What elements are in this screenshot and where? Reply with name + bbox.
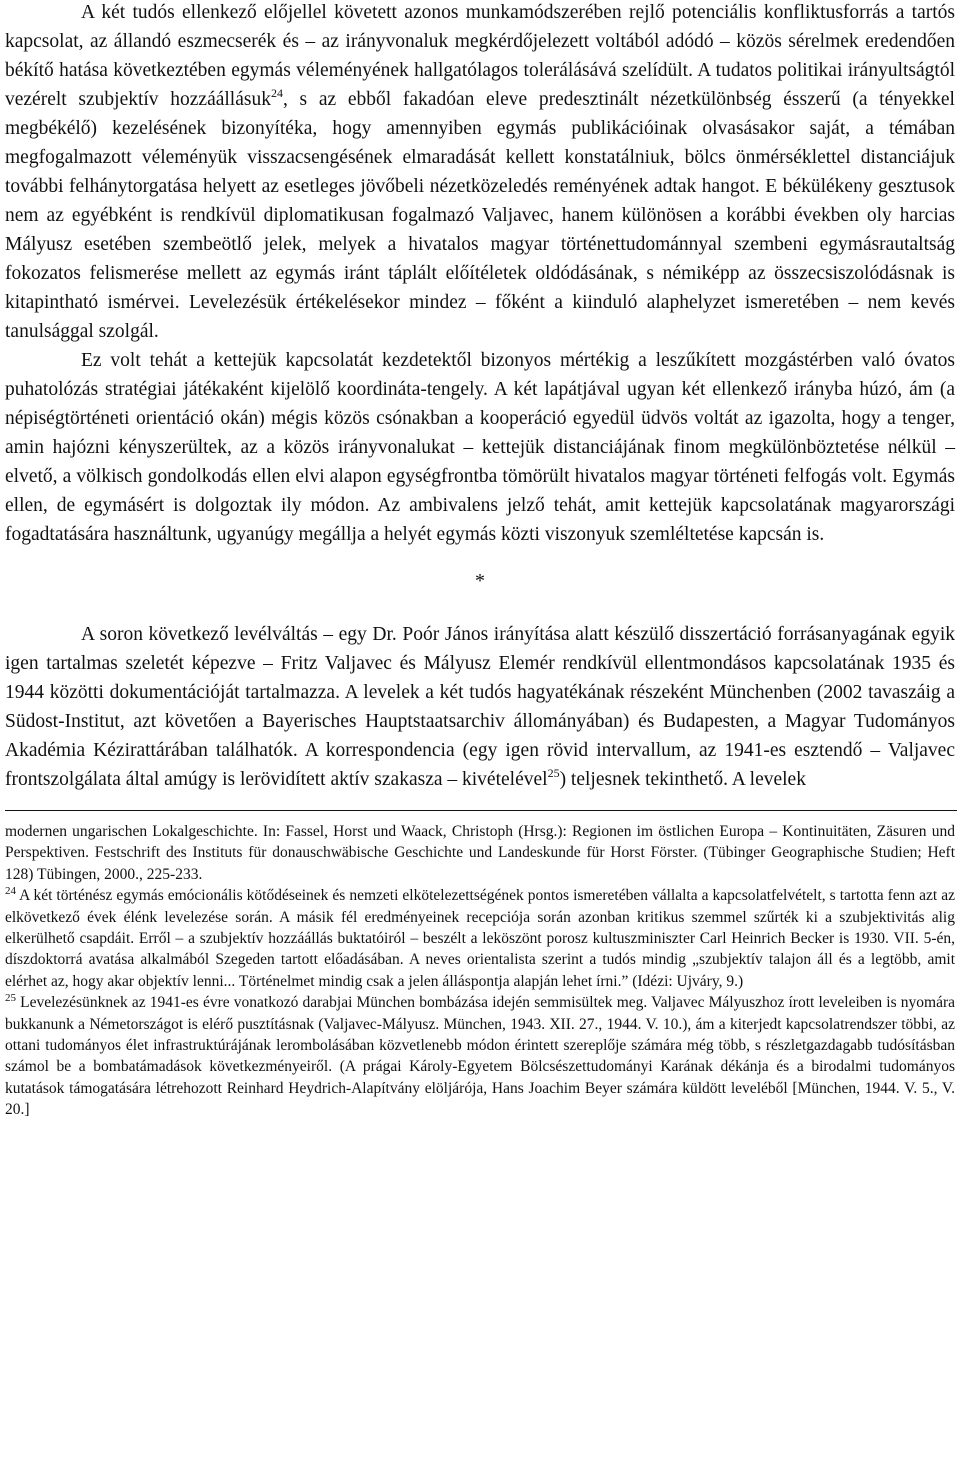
section-separator: *	[475, 570, 485, 592]
footnote-ref-24: 24	[270, 86, 283, 100]
footnote-24-marker: 24	[5, 885, 16, 898]
paragraph-1-text-b: , s az ebből fakadóan eleve predesztinált nézetkülönbség ésszerű (a tényekkel megbékélő) kezelésének bizonyítéka, hogy amennyiben egymás publikációinak olvasásakor saját, a témában megfogalmazott véleményük visszacsengésének elmaradását kellett konstatálniuk, bölcs önmérséklettel distanciájuk további felhánytorgatása helyett az esetleges jövőbeli nézetközeledés reményének adtak hangot. E békülékeny gesztusok nem az egyébként is rendkívül diplomatikusan fogalmazó Valjavec, hanem különösen a korábbi években oly harcias Mályusz esetében szembeötlő jelek, melyek a hivatalos magyar történettudománnyal szembeni egymásrautaltság fokozatos felismerése mellett az egymás iránt táplált előítéletek oldódásának, s némiképp az összecsiszolódásnak is kitapintható ismérvei. Levelezésük értékelésekor mindez – főként a kiinduló alaphelyzet ismeretében – nem kevés tanulsággal szolgál.	[5, 89, 955, 342]
footnote-ref-25: 25	[547, 766, 560, 780]
paragraph-2	[5, 346, 955, 549]
paragraph-3	[5, 620, 955, 794]
paragraph-1	[5, 0, 955, 346]
footnotes-section	[5, 821, 955, 1121]
footnote-continuation	[5, 821, 955, 885]
paragraph-2-text: Ez volt tehát a kettejük kapcsolatát kezdetektől bizonyos mértékig a leszűkített mozgástérben való óvatos puhatolózás stratégiai játékaként kijelölő koordináta-tengely. A két lapátjával ugyan két ellenkező irányba húzó, ám (a népiségtörténeti orientáció okán) mégis közös csónakban a kooperáció egyedül üdvös voltát az igazolta, hogy a tenger, amin hajózni kényszerültek, az a közös irányvonalukat – kettejük distanciájának finom megkülönböztetése nélkül – elvető, a völkisch gondolkodás ellen elvi alapon egységfrontba tömörült hivatalos magyar történeti felfogás volt. Egymás ellen, de egymásért is dolgoztak ily módon. Az ambivalens jelző tehát, amit kettejük kapcsolatának magyarországi fogadtatására használtunk, ugyanúgy megállja a helyét egymás közti viszonyuk szemléltetése kapcsán is.	[5, 350, 955, 545]
footnote-continuation-text: modernen ungarischen Lokalgeschichte. In: Fassel, Horst und Waack, Christoph (Hrsg.): Regionen im östlichen Europa – Kontinuitäten, Zäsuren und Perspektiven. Festschrift des Instituts für donauschwäbische Geschichte und Landeskunde für Horst Förster. (Tübinger Geographische Studien; Heft 128) Tübingen, 2000., 225-233.	[5, 823, 955, 883]
paragraph-1-text-a: A két tudós ellenkező előjellel követett azonos munkamódszerében rejlő potenciális konfliktusforrás a tartós kapcsolat, az állandó eszmecserék és – az irányvonaluk megkérdőjelezett voltából adódó – közös sérelmek eredendően békítő hatása következtében egymás véleményének hallgatólagos tolerálásává szelídült. A tudatos politikai irányultságtól vezérelt szubjektív hozzáállásuk	[5, 2, 955, 110]
footnote-25-text: Levelezésünknek az 1941-es évre vonatkozó darabjai München bombázása idején semmisültek meg. Valjavec Mályuszhoz írott leveleiben is nyomára bukkanunk a Németországot is elérő pusztításnak (Valjavec-Mályusz. München, 1943. XII. 27., 1944. V. 10.), ám a kiterjedt kapcsolatrendszer többi, az ottani tudományos élet infrastruktúrájának lerombolásában közvetlenebb módon érintett szereplője számára még több, s részletgazdagabb tudósításban számol be a bombatámadások következményeiről. (A prágai Károly-Egyetem Bölcsészettudományi Karának dékánja és a birodalmi tudományos kutatások támogatására létrehozott Reinhard Heydrich-Alapítvány elöljárója, Hans Joachim Beyer számára küldött leveléből [München, 1944. V. 5., V. 20.]	[5, 994, 955, 1119]
footnote-24	[5, 885, 955, 992]
paragraph-3-text-a: A soron következő levélváltás – egy Dr. Poór János irányítása alatt készülő disszertáció forrásanyagának egyik igen tartalmas szeletét képezve – Fritz Valjavec és Mályusz Elemér rendkívül ellentmondásos kapcsolatának 1935 és 1944 közötti dokumentációját tartalmazza. A levelek a két tudós hagyatékának részeként Münchenben (2002 tavaszáig a Südost-Institut, azt követően a Bayerisches Hauptstaatsarchiv állományában) és Budapesten, a Magyar Tudományos Akadémia Kézirattárában találhatók. A korrespondencia (egy igen rövid intervallum, az 1941-es esztendő – Valjavec frontszolgálata által amúgy is lerövidített aktív szakasza – kivételével	[5, 624, 955, 790]
footnote-24-text: A két történész egymás emócionális kötődéseinek és nemzeti elkötelezettségének pontos ismeretében vállalta a kapcsolatfelvételt, s tartotta fenn azt az elkövetkező évek élénk levelezése során. A másik fél eredményeinek recepciója során azonban kritikus szemmel szűrték ki a szubjektivitás alig elkerülhető csapdáit. Erről – a szubjektív hozzáállás buktatóiról – beszélt a leköszönt porosz kultuszminiszter Carl Heinrich Becker is 1930. VII. 5-én, díszdoktorrá avatása alkalmából Szegeden tartott előadásában. A neves orientalista szerint a tudós mindig „szubjektív talajon áll és a legtöbb, amit elérhet az, hogy akar objektív lenni... Történelmet mindig csak a jelen álláspontja alapján lehet írni.” (Idézi: Ujváry, 9.)	[5, 887, 955, 990]
footnote-separator-rule	[5, 810, 957, 811]
footnote-25	[5, 992, 955, 1120]
document-page	[5, 0, 955, 1121]
paragraph-3-text-b: ) teljesnek tekinthető. A levelek	[559, 769, 806, 790]
footnote-25-marker: 25	[5, 992, 16, 1005]
